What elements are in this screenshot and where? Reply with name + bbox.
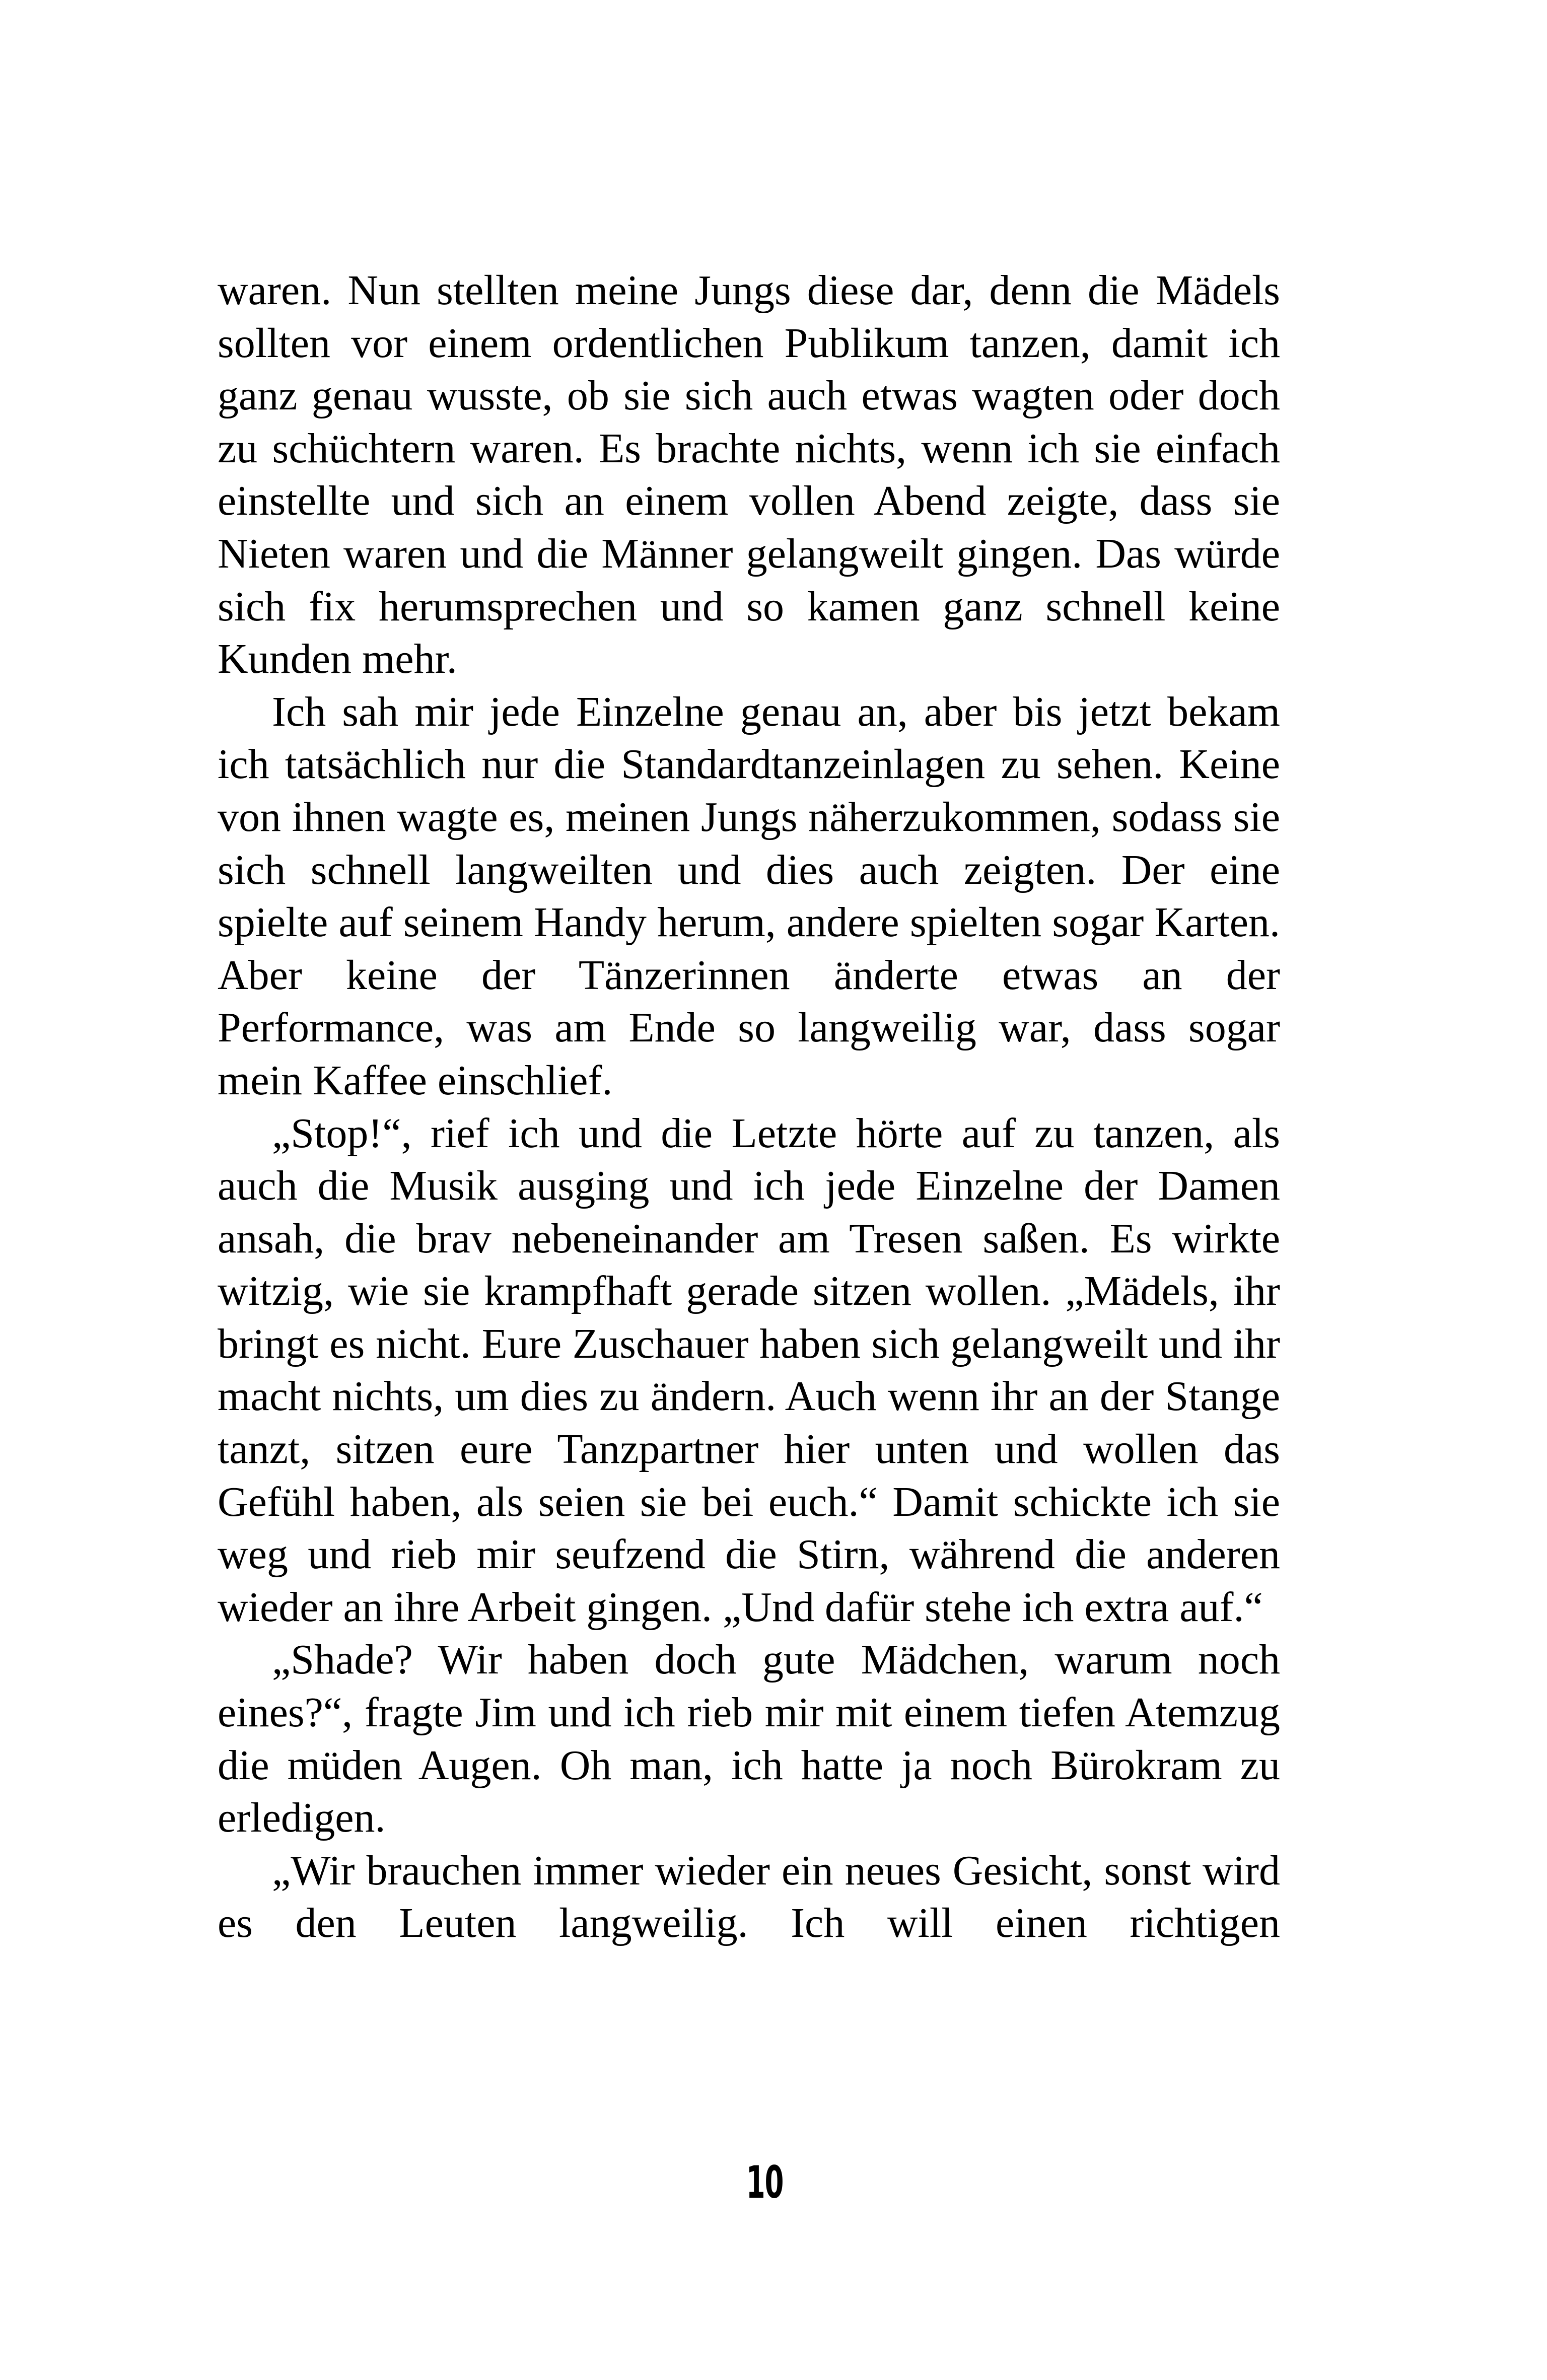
paragraph-1: waren. Nun stellten meine Jungs diese dar, denn die Mädels sollten vor einem ordentlichen Publikum tanzen, damit ich ganz genau wusste, ob sie sich auch etwas wagten oder doch zu schüchtern waren. Es brachte nichts, wenn ich sie einfach einstellte und sich an einem vollen Abend zeigte, dass sie Nieten waren und die Männer gelangweilt gingen. Das würde sich fix herumsprechen und so kamen ganz schnell keine Kunden mehr.: [218, 267, 1280, 683]
paragraph-4: „Shade? Wir haben doch gute Mädchen, warum noch eines?“, fragte Jim und ich rieb mir mit einem tiefen Atemzug die müden Augen. Oh man, ich hatte ja noch Bürokram zu erledigen.: [218, 1636, 1280, 1842]
body-text: [218, 264, 1280, 1950]
paragraph-2: Ich sah mir jede Einzelne genau an, aber bis jetzt bekam ich tatsächlich nur die Standardtanzeinlagen zu sehen. Keine von ihnen wagte es, meinen Jungs näherzukommen, sodass sie sich schnell langweilten und dies auch zeigten. Der eine spielte auf seinem Handy herum, andere spielten sogar Karten. Aber keine der Tänzerinnen änderte etwas an der Performance, was am Ende so langweilig war, dass sogar mein Kaffee einschlief.: [218, 688, 1280, 1104]
paragraph-3: „Stop!“, rief ich und die Letzte hörte auf zu tanzen, als auch die Musik ausging und ich jede Einzelne der Damen ansah, die brav nebeneinander am Tresen saßen. Es wirkte witzig, wie sie krampfhaft gerade sitzen wollen. „Mädels, ihr bringt es nicht. Eure Zuschauer haben sich gelangweilt und ihr macht nichts, um dies zu ändern. Auch wenn ihr an der Stange tanzt, sitzen eure Tanzpartner hier unten und wollen das Gefühl haben, als seien sie bei euch.“ Damit schickte ich sie weg und rieb mir seufzend die Stirn, während die anderen wieder an ihre Arbeit gingen. „Und dafür stehe ich extra auf.“: [218, 1109, 1280, 1631]
paragraph-5: „Wir brauchen immer wieder ein neues Gesicht, sonst wird es den Leuten langweilig. Ich will einen richtigen: [218, 1847, 1280, 1947]
page-number: 10: [746, 2156, 784, 2208]
